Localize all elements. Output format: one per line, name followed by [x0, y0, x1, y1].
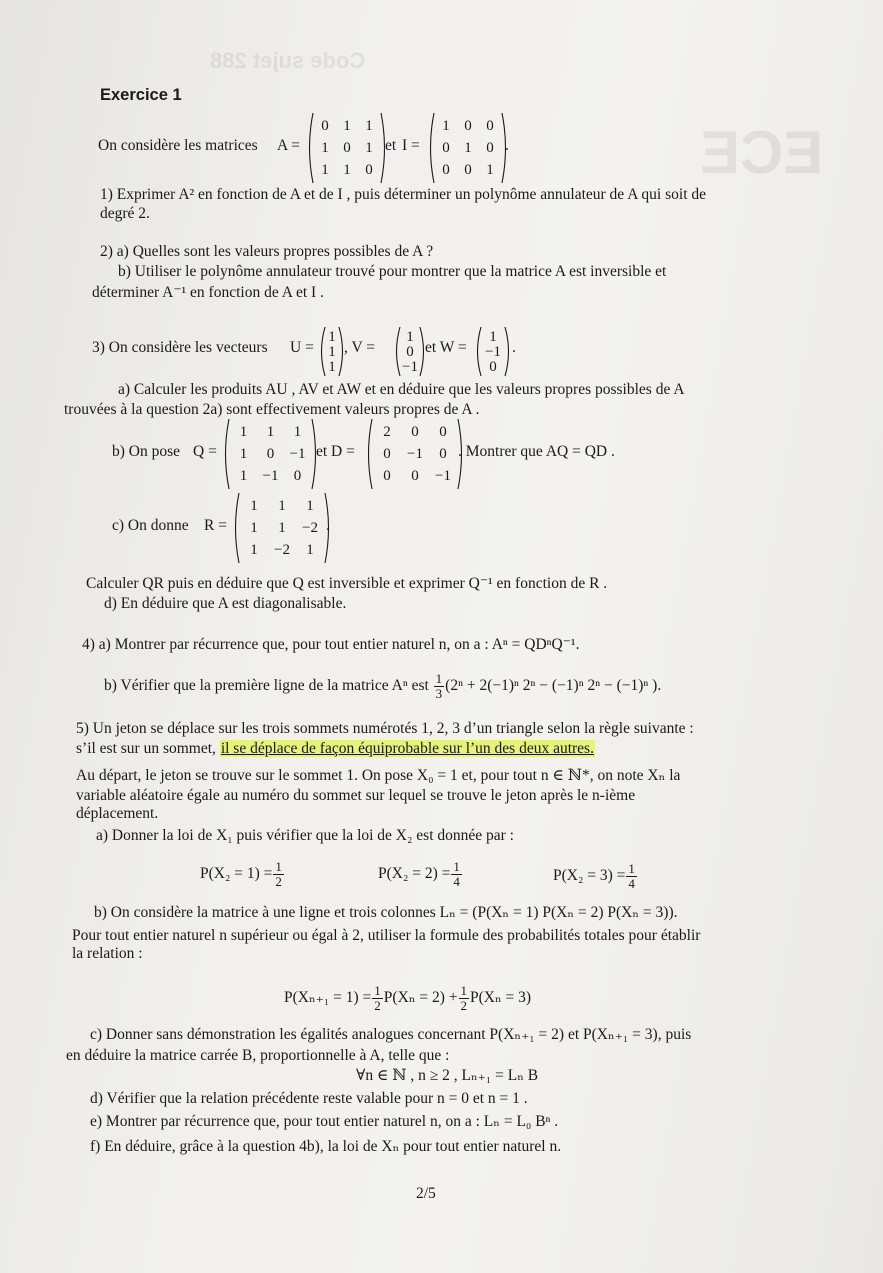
q3-c-pre: c) On donne	[112, 517, 189, 534]
q5-p2-num: 1	[453, 859, 460, 874]
q5-line4: variable aléatoire égale au numéro du sommet sur lequel se trouve le jeton après le n-ième	[76, 787, 636, 804]
matrix-Q-cell: −1	[289, 446, 306, 462]
q3-a1: a) Calculer les produits AU , AV et AW et en déduire que les valeurs propres possibles de A	[118, 381, 685, 398]
q5-p3-den: 4	[628, 876, 635, 891]
matrix-I	[427, 112, 509, 184]
q5-line2	[76, 740, 595, 758]
vector-W-paren-right	[505, 327, 509, 376]
show-through-text: Code sujet 288	[210, 48, 366, 73]
q5-c2: en déduire la matrice carrée B, proportionnelle à A, telle que :	[66, 1047, 450, 1064]
vector-U-cell: 1	[328, 358, 336, 375]
q5-f: f) En déduire, grâce à la question 4b), la loi de Xₙ pour tout entier naturel n.	[90, 1138, 562, 1155]
matrix-A-cell: 0	[321, 118, 329, 134]
matrix-I-cell: 0	[464, 162, 472, 178]
intro-end: .	[505, 137, 509, 154]
matrix-R-cell: 1	[250, 542, 258, 558]
matrix-D-cell: −1	[407, 446, 423, 462]
label-D: et D =	[316, 443, 355, 460]
exercise-title: Exercice 1	[100, 86, 182, 104]
q5-rel-frac1	[372, 984, 383, 1013]
intro-text: On considère les matrices	[98, 137, 258, 154]
q5-d: d) Vérifier que la relation précédente reste valable pour n = 0 et n = 1 .	[90, 1090, 528, 1107]
vector-W-cell: 1	[489, 328, 497, 345]
matrix-D-cell: 0	[439, 446, 447, 462]
vector-V-cell: −1	[402, 358, 418, 375]
matrix-R-paren-left	[236, 493, 240, 563]
matrix-I-cell: 1	[464, 140, 472, 156]
matrix-A-cell: 1	[321, 140, 329, 156]
q3-a2: trouvées à la question 2a) sont effectivement valeurs propres de A .	[64, 401, 480, 418]
q5-p3-lhs: P(X₂ = 3) =	[553, 867, 626, 885]
matrix-D-paren-left	[369, 419, 373, 489]
vector-W-cell: 0	[489, 358, 497, 375]
matrix-A-cell: 1	[365, 140, 373, 156]
q5-a: a) Donner la loi de X₁ puis vérifier que la loi de X₂ est donnée par :	[96, 827, 514, 844]
vector-W-paren-left	[478, 327, 482, 376]
matrix-Q-cell: −1	[262, 468, 279, 484]
q5-rel-den2: 2	[460, 998, 467, 1013]
label-W: et W =	[425, 339, 467, 356]
vector-V-cell: 0	[406, 343, 414, 360]
q3-b-pre: b) On pose	[112, 443, 181, 460]
label-V: , V =	[344, 339, 375, 356]
q5-rel-lhs: P(Xₙ₊₁ = 1) =	[284, 989, 372, 1007]
matrix-I-cell: 0	[486, 140, 494, 156]
matrix-R-cell: 1	[278, 520, 286, 536]
q5-line2-a: s’il est sur un sommet,	[76, 740, 216, 757]
matrix-R-cell: 1	[278, 498, 286, 514]
matrix-A-cell: 0	[365, 162, 373, 178]
matrix-Q-cell: 0	[266, 446, 275, 462]
q5-p2-den: 4	[453, 874, 460, 889]
q3-c2: Calculer QR puis en déduire que Q est inversible et exprimer Q⁻¹ en fonction de R .	[86, 575, 608, 592]
q5-p1-lhs: P(X₂ = 1) =	[200, 865, 273, 883]
matrix-D-cell: 2	[383, 424, 391, 440]
q5-p1-frac	[273, 860, 284, 889]
q5-rel-num2: 1	[460, 983, 467, 998]
q5-p2	[378, 860, 463, 889]
vector-W-cell: −1	[485, 343, 501, 360]
matrix-Q-cell: 1	[239, 446, 248, 462]
q1-line1: 1) Exprimer A² en fonction de A et de I , puis déterminer un polynôme annulateur de A qui soit de	[100, 186, 706, 203]
vector-U-cell: 1	[328, 343, 336, 360]
matrix-R	[232, 492, 332, 564]
q4-b-post: (2ⁿ + 2(−1)ⁿ 2ⁿ − (−1)ⁿ 2ⁿ − (−1)ⁿ ).	[445, 677, 662, 695]
matrix-A-cell: 1	[321, 162, 329, 178]
vector-W	[474, 326, 512, 377]
q5-c1: c) Donner sans démonstration les égalités analogues concernant P(Xₙ₊₁ = 2) et P(Xₙ₊₁ = 3), puis	[90, 1026, 692, 1043]
q5-p3	[553, 862, 638, 891]
q5-line5: déplacement.	[76, 805, 159, 822]
q5-line3: Au départ, le jeton se trouve sur le sommet 1. On pose X₀ = 1 et, pour tout n ∈ ℕ*, on note Xₙ la	[76, 767, 681, 784]
matrix-D-cell: 0	[411, 424, 419, 440]
q3-intro: 3) On considère les vecteurs	[92, 339, 268, 356]
q2-b2: déterminer A⁻¹ en fonction de A et I .	[92, 284, 324, 301]
matrix-R-cell: 1	[306, 542, 314, 558]
matrix-I-paren-left	[431, 113, 435, 183]
q5-b3: la relation :	[72, 945, 143, 962]
matrix-Q	[222, 418, 319, 490]
q5-rel-frac2	[459, 984, 470, 1013]
q5-rel-rhs: P(Xₙ = 3)	[470, 989, 532, 1007]
matrix-A	[306, 112, 388, 184]
q4-b-den: 3	[435, 686, 443, 701]
matrix-I-cell: 1	[486, 162, 494, 178]
q3-d: d) En déduire que A est diagonalisable.	[104, 595, 347, 612]
matrix-A-paren-right	[381, 113, 385, 183]
matrix-Q-paren-right	[312, 419, 316, 489]
vector-U-cell: 1	[328, 328, 336, 345]
q1-line2: degré 2.	[100, 205, 150, 222]
q2-a: 2) a) Quelles sont les valeurs propres possibles de A ?	[100, 243, 434, 260]
q5-rel-num1: 1	[374, 983, 381, 998]
matrix-I-cell: 0	[486, 118, 494, 134]
q5-p3-num: 1	[628, 861, 635, 876]
matrix-D-cell: 0	[411, 468, 419, 484]
matrix-A-cell: 1	[343, 162, 351, 178]
q4-b	[104, 672, 661, 701]
label-A: A =	[277, 137, 300, 154]
vector-U	[318, 326, 346, 377]
q5-line1: 5) Un jeton se déplace sur les trois sommets numérotés 1, 2, 3 d’un triangle selon la règle suivante :	[76, 720, 694, 737]
q5-p3-frac	[626, 862, 637, 891]
matrix-A-cell: 0	[343, 140, 351, 156]
page-number: 2/5	[416, 1185, 436, 1202]
label-Q: Q =	[193, 443, 217, 460]
matrix-Q-cell: 0	[293, 468, 302, 484]
q4-b-num: 1	[435, 671, 443, 686]
q5-p2-lhs: P(X₂ = 2) =	[378, 865, 451, 883]
matrix-D	[365, 418, 465, 490]
matrix-I-cell: 1	[442, 118, 450, 134]
q4-b-pre: b) Vérifier que la première ligne de la matrice Aⁿ est	[104, 677, 429, 695]
intro-and: et	[385, 137, 397, 154]
matrix-A-cell: 1	[365, 118, 373, 134]
q5-p1-den: 2	[275, 874, 282, 889]
matrix-D-cell: 0	[383, 446, 391, 462]
matrix-A-cell: 1	[343, 118, 351, 134]
matrix-Q-cell: 1	[293, 424, 302, 440]
matrix-I-cell: 0	[442, 162, 450, 178]
matrix-Q-cell: 1	[266, 424, 275, 440]
matrix-A-paren-left	[310, 113, 314, 183]
vector-V-cell: 1	[406, 328, 414, 345]
q5-e: e) Montrer par récurrence que, pour tout entier naturel n, on a : Lₙ = L₀ Bⁿ .	[90, 1113, 559, 1130]
matrix-Q-paren-left	[226, 419, 230, 489]
q5-c3: ∀n ∈ ℕ , n ≥ 2 , Lₙ₊₁ = Lₙ B	[356, 1067, 539, 1084]
q5-p1	[200, 860, 285, 889]
matrix-D-cell: 0	[383, 468, 391, 484]
show-through-logo: ECE	[700, 119, 824, 186]
label-I: I =	[402, 137, 420, 154]
q5-b2: Pour tout entier naturel n supérieur ou égal à 2, utiliser la formule des probabilités totales pour établir	[72, 927, 701, 944]
q5-rel-den1: 2	[374, 998, 381, 1013]
matrix-R-cell: 1	[306, 498, 314, 514]
matrix-Q-cell: 1	[239, 424, 248, 440]
vector-V	[393, 326, 427, 377]
q5-highlighted-text: il se déplace de façon équiprobable sur l’un des deux autres.	[220, 740, 594, 757]
matrix-R-cell: −2	[274, 542, 290, 558]
matrix-I-cell: 0	[442, 140, 450, 156]
matrix-Q-cell: 1	[239, 468, 248, 484]
q5-p2-frac	[451, 860, 462, 889]
matrix-R-cell: 1	[250, 520, 258, 536]
q4-b-fraction	[434, 672, 445, 701]
matrix-R-cell: 1	[250, 498, 258, 514]
label-U: U =	[290, 339, 314, 356]
q2-b1: b) Utiliser le polynôme annulateur trouvé pour montrer que la matrice A est inversible et	[118, 263, 667, 280]
q3-c-end: .	[326, 517, 330, 534]
matrix-D-cell: −1	[435, 468, 451, 484]
matrix-D-cell: 0	[439, 424, 447, 440]
q4-a: 4) a) Montrer par récurrence que, pour tout entier naturel n, on a : Aⁿ = QDⁿQ⁻¹.	[82, 636, 580, 653]
q5-b1: b) On considère la matrice à une ligne et trois colonnes Lₙ = (P(Xₙ = 1) P(Xₙ = 2) P(Xₙ = 3)).	[94, 904, 678, 921]
q5-relation	[284, 984, 531, 1013]
label-R: R =	[204, 517, 227, 534]
q3-b-post: . Montrer que AQ = QD .	[458, 443, 615, 460]
q5-p1-num: 1	[275, 859, 282, 874]
matrix-I-cell: 0	[464, 118, 472, 134]
matrix-R-cell: −2	[302, 520, 318, 536]
q5-rel-mid: P(Xₙ = 2) +	[383, 989, 458, 1007]
q3-intro-end: .	[512, 339, 516, 356]
